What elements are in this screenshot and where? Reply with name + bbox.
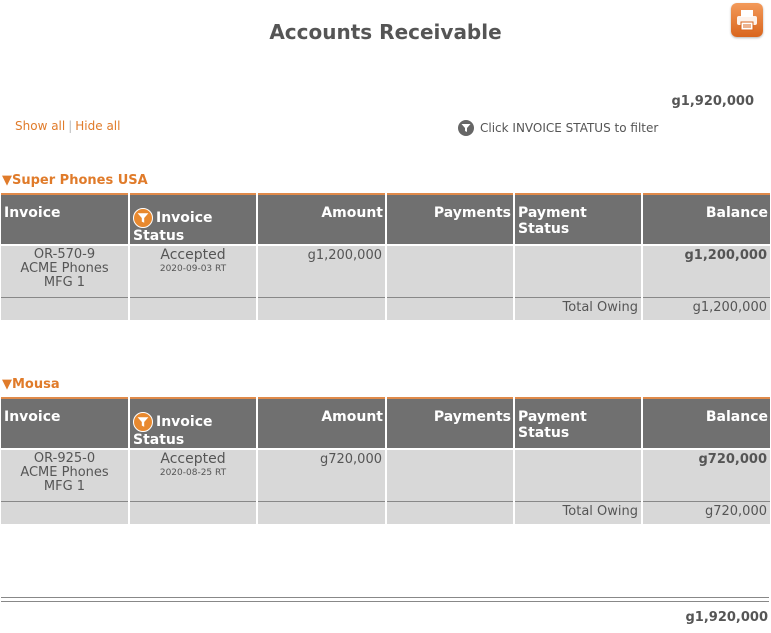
total-empty-cell (257, 297, 386, 320)
vendor-name-line1: ACME Phones (20, 261, 109, 276)
total-empty-cell (129, 501, 257, 524)
col-amount: Amount (257, 398, 386, 449)
col-payments: Payments (386, 194, 514, 245)
invoice-status: Accepted (160, 247, 226, 263)
filter-hint (458, 120, 658, 136)
total-owing-label: Total Owing (514, 501, 642, 524)
invoice-number[interactable]: OR-570-9 (33, 247, 96, 262)
group-header-mousa[interactable]: ▼Mousa (2, 377, 60, 392)
col-balance: Balance (642, 398, 770, 449)
amount-cell: g720,000 (257, 449, 386, 501)
col-invoice-status-label: Invoice Status (133, 414, 213, 448)
col-payment-status: Payment Status (514, 194, 642, 245)
balance-cell: g1,200,000 (642, 245, 770, 297)
table-header-row (1, 398, 770, 449)
col-invoice: Invoice (1, 398, 129, 449)
total-row (1, 297, 770, 320)
hide-all-link[interactable]: Hide all (75, 119, 121, 133)
page-title: Accounts Receivable (269, 20, 502, 44)
total-empty-cell (1, 297, 129, 320)
invoice-cell[interactable] (1, 245, 129, 297)
total-owing-label: Total Owing (514, 297, 642, 320)
vendor-name-line1: ACME Phones (20, 465, 109, 480)
invoice-status: Accepted (160, 451, 226, 467)
toggle-separator: | (68, 119, 73, 133)
payments-cell (386, 245, 514, 297)
col-invoice-status-label: Invoice Status (133, 210, 213, 244)
total-empty-cell (1, 501, 129, 524)
grand-total-divider (1, 597, 769, 602)
print-button[interactable] (731, 3, 763, 37)
invoice-cell[interactable] (1, 449, 129, 501)
show-all-link[interactable]: Show all (15, 119, 66, 133)
grand-total-top: g1,920,000 (671, 94, 754, 109)
total-empty-cell (386, 501, 514, 524)
col-invoice: Invoice (1, 194, 129, 245)
invoice-status-cell (129, 449, 257, 501)
funnel-icon[interactable] (133, 412, 153, 432)
payment-status-cell (514, 449, 642, 501)
total-empty-cell (257, 501, 386, 524)
balance-cell: g720,000 (642, 449, 770, 501)
invoice-status-date: 2020-09-03 RT (159, 264, 227, 274)
group-header-super-phones-usa[interactable]: ▼Super Phones USA (2, 173, 148, 188)
col-amount: Amount (257, 194, 386, 245)
filter-hint-text: Click INVOICE STATUS to filter (480, 121, 659, 135)
invoice-table-mousa (1, 397, 770, 524)
col-payment-status: Payment Status (514, 398, 642, 449)
invoice-table-super-phones-usa (1, 193, 770, 320)
total-row (1, 501, 770, 524)
total-empty-cell (386, 297, 514, 320)
col-balance: Balance (642, 194, 770, 245)
total-empty-cell (129, 297, 257, 320)
total-owing-value: g720,000 (642, 501, 770, 524)
col-payments: Payments (386, 398, 514, 449)
vendor-name-line2: MFG 1 (43, 479, 86, 494)
grand-total-bottom: g1,920,000 (685, 610, 768, 625)
expand-collapse-toggles (15, 119, 120, 133)
table-row (1, 449, 770, 501)
col-invoice-status[interactable] (129, 398, 257, 449)
payments-cell (386, 449, 514, 501)
invoice-status-cell (129, 245, 257, 297)
funnel-icon (458, 120, 474, 136)
col-invoice-status[interactable] (129, 194, 257, 245)
funnel-icon[interactable] (133, 208, 153, 228)
amount-cell: g1,200,000 (257, 245, 386, 297)
printer-icon (736, 9, 758, 31)
table-header-row (1, 194, 770, 245)
payment-status-cell (514, 245, 642, 297)
invoice-number[interactable]: OR-925-0 (33, 451, 96, 466)
table-row (1, 245, 770, 297)
total-owing-value: g1,200,000 (642, 297, 770, 320)
vendor-name-line2: MFG 1 (43, 275, 86, 290)
invoice-status-date: 2020-08-25 RT (159, 468, 227, 478)
